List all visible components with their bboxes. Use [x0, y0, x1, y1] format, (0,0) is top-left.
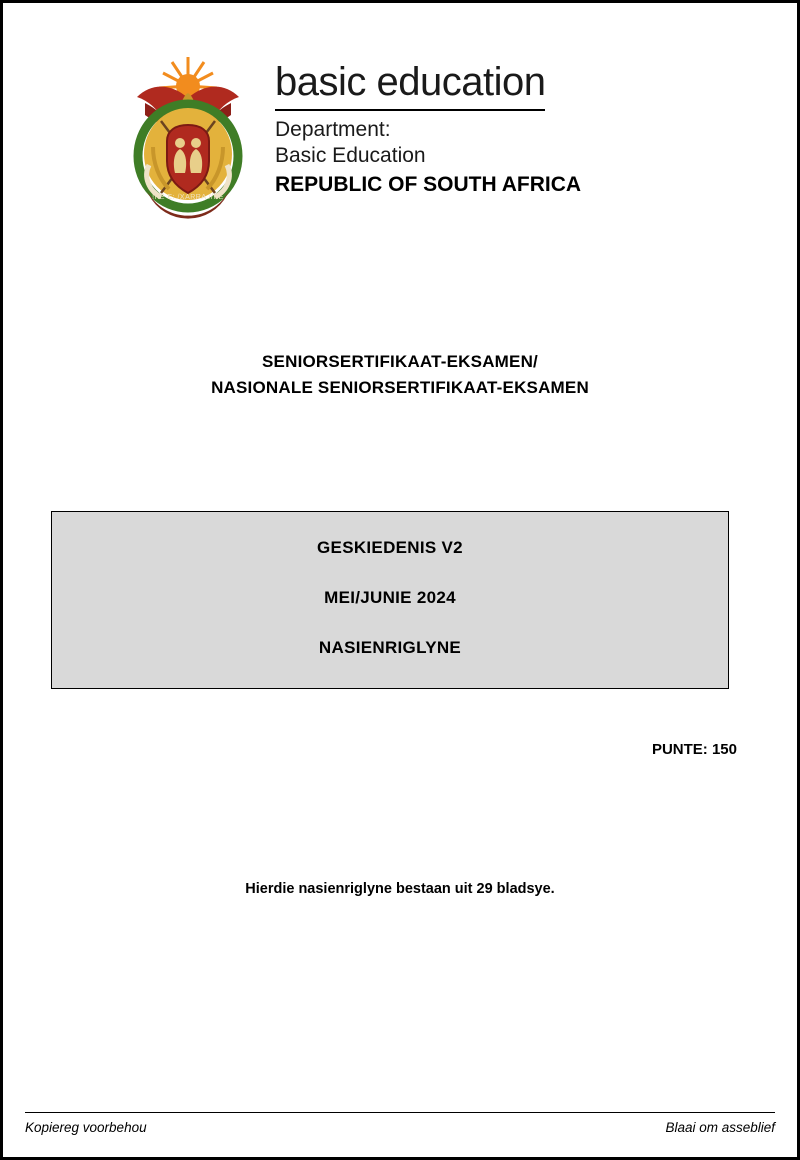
subject-info-box: [51, 511, 729, 689]
turn-over-note: Blaai om asseblief: [665, 1120, 775, 1135]
svg-text:!KE E: /XARRA //KE: !KE E: /XARRA //KE: [152, 194, 224, 201]
country-name: REPUBLIC OF SOUTH AFRICA: [275, 172, 582, 196]
department-name: Basic Education: [275, 144, 426, 168]
exam-title: [3, 349, 797, 402]
document-header: [3, 3, 797, 223]
copyright-note: Kopiereg voorbehou: [25, 1120, 147, 1135]
subject-name: GESKIEDENIS V2: [317, 538, 463, 557]
exam-title-line-1: SENIORSERTIFIKAAT-EKSAMEN/: [262, 352, 538, 371]
south-african-coat-of-arms-icon: [123, 43, 253, 223]
exam-session: MEI/JUNIE 2024: [324, 588, 456, 607]
exam-title-line-2: NASIONALE SENIORSERTIFIKAAT-EKSAMEN: [211, 378, 589, 398]
brand-title: basic education: [275, 61, 545, 111]
department-wordmark: [275, 43, 581, 197]
department-label: Department:: [275, 118, 391, 141]
total-marks: PUNTE: 150: [651, 741, 737, 758]
document-type: NASIENRIGLYNE: [318, 638, 462, 657]
page-footer: [25, 1112, 775, 1135]
page-count-note: Hierdie nasienriglyne bestaan uit 29 bladsye.: [245, 881, 555, 897]
